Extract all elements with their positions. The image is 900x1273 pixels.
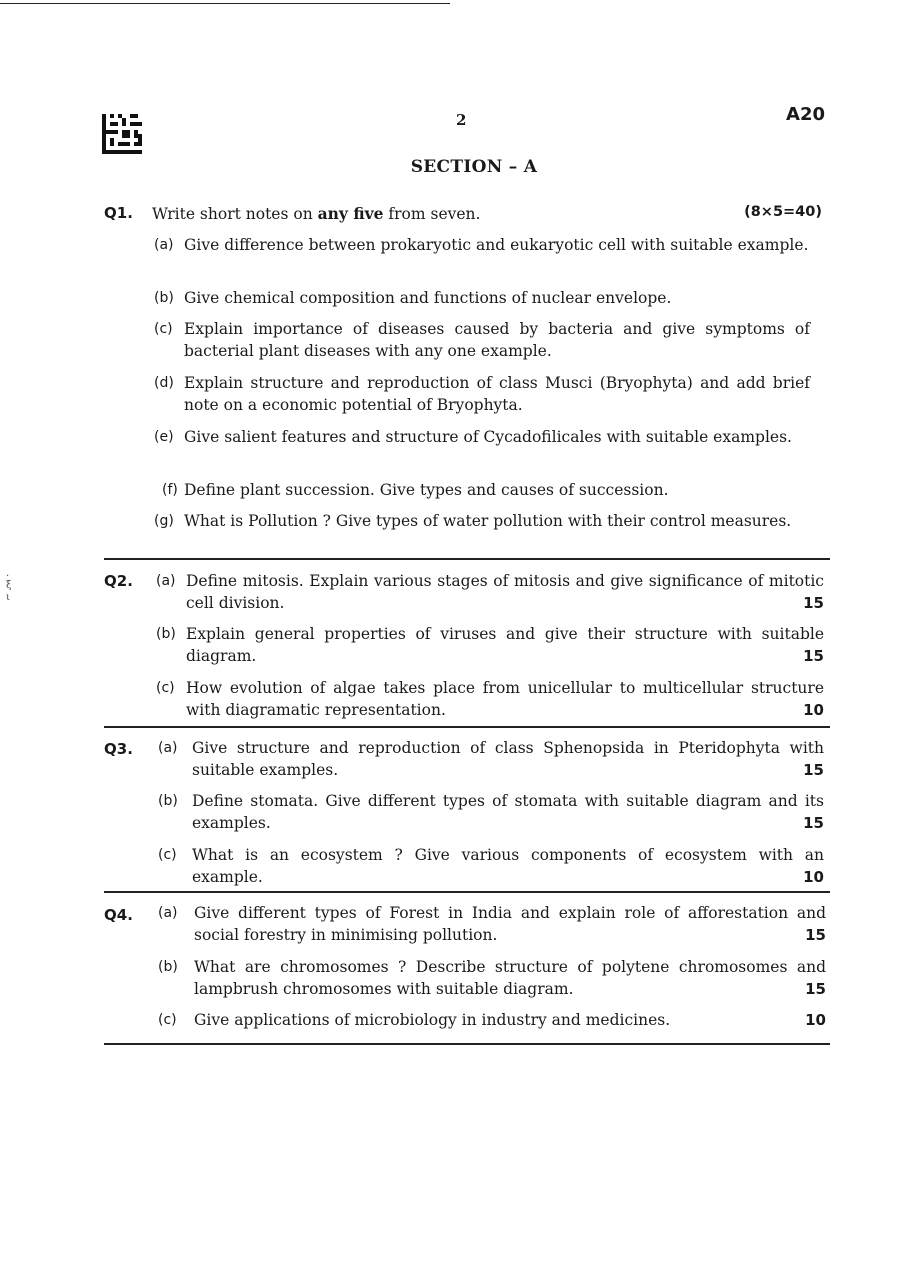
top-rule: [0, 3, 450, 4]
qr-code-icon: [102, 114, 142, 154]
question-number: Q4.: [104, 906, 133, 924]
divider: [104, 891, 830, 893]
section-title: SECTION – A: [410, 157, 538, 177]
divider: [104, 1043, 830, 1045]
question-marks: (8×5=40): [744, 204, 822, 220]
question-number: Q3.: [104, 740, 133, 758]
margin-mark: . ξ ι: [6, 568, 12, 603]
question-number: Q1.: [104, 204, 133, 222]
divider: [104, 726, 830, 728]
paper-code: A20: [786, 104, 825, 125]
question-number: Q2.: [104, 572, 133, 590]
divider: [104, 558, 830, 560]
page-number: 2: [456, 111, 467, 129]
question-prompt: Write short notes on any five from seven.: [152, 204, 481, 223]
